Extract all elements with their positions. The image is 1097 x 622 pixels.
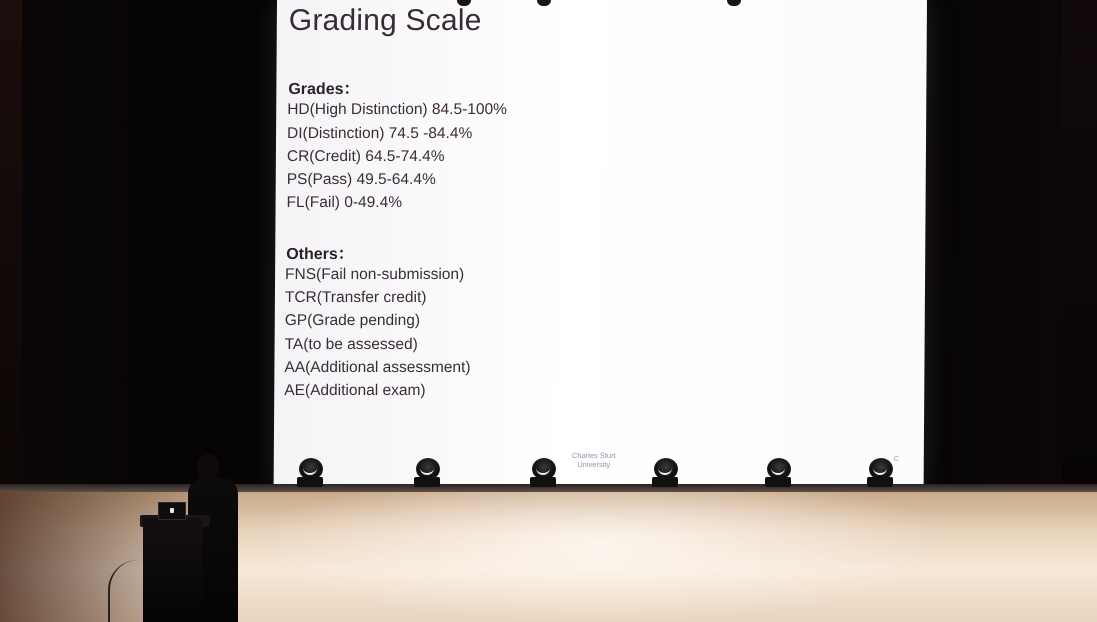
- grade-line: FL(Fail) 0-49.4%: [286, 194, 403, 211]
- projection-screen: [274, 0, 927, 487]
- stage-light: [297, 458, 323, 488]
- stage-light: [867, 458, 893, 488]
- stage-light: [414, 458, 440, 488]
- others-line: TCR(Transfer credit): [284, 289, 427, 306]
- grade-line: DI(Distinction) 74.5 -84.4%: [287, 125, 473, 142]
- stage-light: [765, 458, 791, 488]
- grade-line: PS(Pass) 49.5-64.4%: [286, 171, 436, 188]
- podium: [143, 518, 203, 622]
- presenter-head: [197, 454, 219, 480]
- logo-line-2: University: [577, 460, 611, 469]
- stage-light: [652, 458, 678, 488]
- laptop-icon: [158, 502, 186, 520]
- left-curtain: [0, 0, 22, 530]
- others-line: FNS(Fail non-submission): [285, 266, 465, 283]
- top-cropped-marks: [457, 0, 757, 8]
- stage-light: [530, 458, 556, 488]
- grade-line: CR(Credit) 64.5-74.4%: [286, 148, 445, 165]
- others-line: AA(Additional assessment): [284, 359, 471, 376]
- others-line: AE(Additional exam): [284, 382, 426, 399]
- others-heading: Others：: [286, 246, 354, 263]
- slide-title: Grading Scale: [288, 4, 482, 37]
- logo-line-1: Charles Sturt: [571, 451, 616, 460]
- slide-corner-mark: C: [893, 456, 899, 463]
- grade-line: HD(High Distinction) 84.5-100%: [287, 101, 507, 118]
- others-line: GP(Grade pending): [284, 312, 421, 329]
- stage-lights-row: [0, 458, 1097, 498]
- right-curtain: [1062, 0, 1097, 520]
- grades-heading: Grades：: [288, 81, 360, 98]
- others-line: TA(to be assessed): [284, 336, 418, 353]
